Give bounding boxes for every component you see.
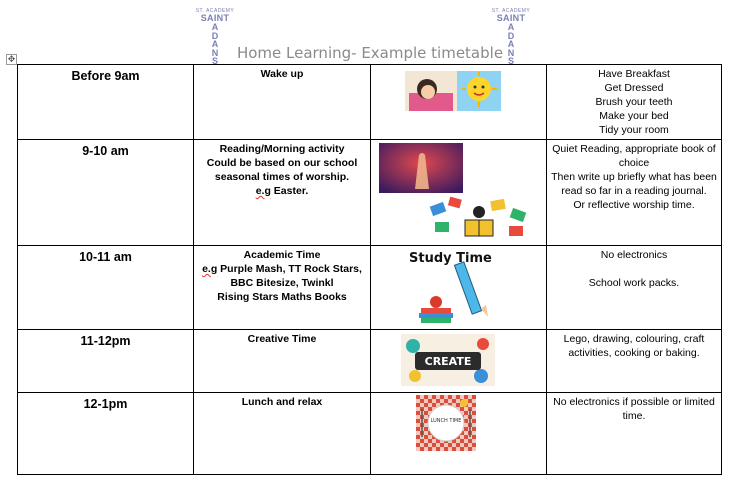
logo-letter: A [211, 22, 219, 32]
eg-abbrev: e.g [202, 263, 218, 275]
activity-line: Rising Stars Maths Books [217, 291, 347, 303]
activity-line: Could be based on our school [206, 157, 358, 169]
lunch-time-clock-icon [416, 395, 476, 451]
logo-letter: A [507, 22, 515, 32]
timetable [17, 64, 722, 475]
note-line: Make your bed [599, 110, 669, 122]
logo-letter: S [211, 56, 218, 66]
logo-letter: A [507, 39, 515, 49]
image-cell [371, 393, 547, 475]
table-row [18, 65, 722, 140]
note-line: Tidy your room [599, 124, 669, 136]
note-line: School work packs. [588, 277, 680, 289]
activity-line: Reading/Morning activity [219, 143, 345, 155]
note-line: Have Breakfast [598, 68, 670, 80]
image-cell [371, 330, 547, 393]
waking-child-and-sun-icon [405, 71, 501, 111]
study-time-pencil-icon [407, 248, 499, 326]
activity-line: Creative Time [247, 333, 317, 345]
activity-cell [194, 65, 371, 140]
page-title: Home Learning- Example timetable [236, 44, 504, 62]
activity-cell [194, 140, 371, 246]
logo-word: SAINT [200, 13, 230, 23]
note-line: Or reflective worship time. [573, 199, 695, 211]
note-line [551, 262, 717, 276]
image-cell [371, 65, 547, 140]
activity-line: Lunch and relax [241, 396, 323, 408]
notes-cell [547, 140, 722, 246]
table-move-handle-icon[interactable]: ✥ [7, 54, 16, 64]
activity-line [198, 262, 366, 276]
logo-arc-text: ST. ACADEMY [491, 8, 531, 14]
image-cell [371, 246, 547, 330]
activity-line [198, 184, 366, 198]
eg-rest: Purple Mash, TT Rock Stars, [217, 263, 362, 275]
note-line: Get Dressed [604, 82, 664, 94]
create-doodle-icon [401, 334, 495, 386]
notes-cell [547, 393, 722, 475]
logo-letter: A [211, 39, 219, 49]
table-row [18, 393, 722, 475]
image-cell [371, 140, 547, 246]
time-cell: 11-12pm [18, 330, 194, 393]
image-caption: Study Time [409, 251, 492, 266]
table-row [18, 140, 722, 246]
logo-word: SAINT [496, 13, 526, 23]
activity-cell [194, 246, 371, 330]
activity-line: seasonal times of worship. [214, 171, 350, 183]
eg-rest: Easter. [270, 185, 309, 197]
time-cell: Before 9am [18, 65, 194, 140]
note-line: Brush your teeth [595, 96, 673, 108]
note-line: No electronics [600, 249, 668, 261]
activity-cell [194, 330, 371, 393]
praying-hands-icon [379, 143, 463, 193]
logo-letter: D [507, 30, 515, 41]
time-cell: 9-10 am [18, 140, 194, 246]
activity-line: BBC Bitesize, Twinkl [230, 277, 334, 289]
flying-books-icon [429, 196, 529, 240]
logo-letter: N [507, 47, 515, 58]
notes-cell [547, 65, 722, 140]
time-cell: 10-11 am [18, 246, 194, 330]
image-caption: CREATE [424, 355, 472, 368]
notes-cell [547, 330, 722, 393]
logo-arc-text: ST. ACADEMY [195, 8, 235, 14]
logo-letter: S [507, 56, 514, 66]
activity-line: Wake up [260, 68, 304, 80]
note-line: Then write up briefly what has been read so far in a reading journal. [551, 171, 717, 197]
table-row [18, 330, 722, 393]
note-line: Quiet Reading, appropriate book of choice [552, 143, 716, 169]
logo-letter: D [211, 30, 219, 41]
activity-cell [194, 393, 371, 475]
note-line: No electronics if possible or limited time. [553, 396, 715, 422]
notes-cell [547, 246, 722, 330]
eg-abbrev: e.g [255, 185, 271, 197]
note-line: Lego, drawing, colouring, craft activities, cooking or baking. [563, 333, 705, 359]
time-cell: 12-1pm [18, 393, 194, 475]
table-row [18, 246, 722, 330]
activity-line: Academic Time [243, 249, 321, 261]
image-caption: LUNCH TIME [430, 418, 462, 424]
logo-letter: N [211, 47, 219, 58]
